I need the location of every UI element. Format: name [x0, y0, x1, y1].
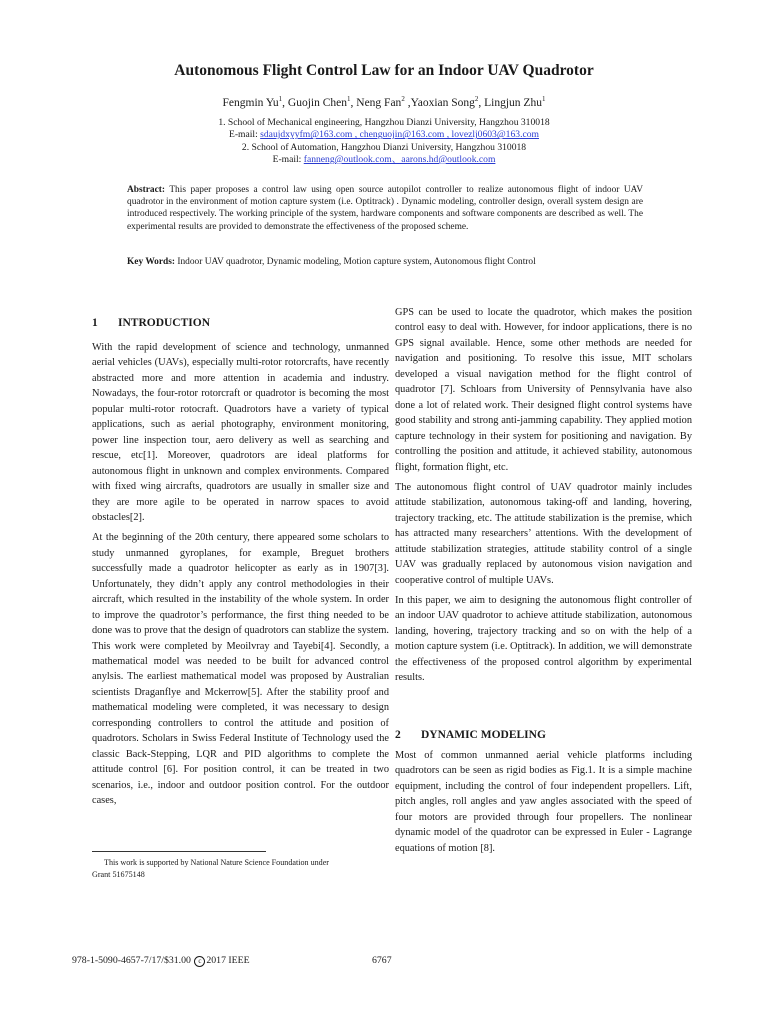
section-number: 1 [92, 317, 98, 329]
section-heading-dynamic-modeling [395, 729, 546, 741]
affiliation-2: 2. School of Automation, Hangzhou Dianzi University, Hangzhou 310018 [241, 141, 527, 153]
left-column [92, 340, 389, 813]
section-title: INTRODUCTION [118, 317, 211, 329]
abstract [127, 184, 643, 233]
author-list [0, 95, 768, 109]
right-column-bottom [395, 748, 692, 861]
author-affiliation-mark: 1 [541, 95, 546, 103]
footnote-line: This work is supported by National Nature Science Foundation under [104, 858, 330, 867]
section-title: DYNAMIC MODELING [421, 729, 546, 741]
body-paragraph: At the beginning of the 20th century, there appeared some scholars to study unmanned gyroplanes, for example, Breguet brothers successfully made a quadrotor helicopter as early as in 1907[3]. Unfortunately, they didn’t apply any control methodologies in their aircraft, which resulted in the instability of the whole system. In order to improve the quadrotor’s performance, the first thing needed to be done was to prove that the design of quadrotors can stablize the system. This work were completed by Meoilvray and Tayebi[4]. Secondly, a mathematical model was needed to be built for advanced control anylsis. The earliest mathematical model was proposed by Australian scientists Draganflye and Mckerrow[5]. After the stability proof and mathematical modeling were completed, it was necessary to design corresponding controllers to control the attitude and position of quadrotors. Scholars in Swiss Federal Institute of Technology used the classic Back-Stepping, LQR and PID algorithms to complete the attitude control [6]. For position control, it can be treated in two scenarios, i.e., indoor and outdoor position control. For the outdoor cases, [92, 532, 389, 807]
affiliation-block [0, 117, 768, 166]
email-links-1[interactable]: sdaujdxyyfm@163.com , chenguojin@163.com , lovezlj0603@163.com [260, 129, 539, 141]
author-name: Neng Fan [356, 96, 402, 109]
body-paragraph: GPS can be used to locate the quadrotor, which makes the position control easy to deal with. However, for indoor applications, there is no GPS signal available. Hence, some other methods are needed for navigation and positioning. To resolve this issue, MIT scholars developed a visual navigation method for the flight control of quadrotor [7]. Schloars from University of Pennsylvania have also done a lot of related work. Their designed flight control systems have good stability and strong anti-jamming capability. They applied motion capture technology in their system for positioning and navigation. By controlling the position and attitude, it achieved stability, autonomous flight, formation flight, etc. [395, 307, 692, 473]
footnote [92, 857, 389, 881]
keywords-label: Key Words: [127, 257, 176, 267]
section-number: 2 [395, 729, 401, 741]
body-paragraph: Most of common unmanned aerial vehicle platforms including quadrotors can be seen as rigid bodies as Fig.1. It is a simple machine equipment, including the control of four independent propellers. Lift, pitch angles, roll angles and yaw angles associated with the speed of four motors are provided through four propellers. The nonlinear dynamic model of the quadrotor can be expressed in Euler - Lagrange equations of motion [8]. [395, 750, 692, 854]
author-name: Fengmin Yu [222, 96, 279, 109]
paper-title: Autonomous Flight Control Law for an Indoor UAV Quadrotor [174, 62, 594, 79]
copyright-icon: c [194, 956, 205, 967]
keywords-text: Indoor UAV quadrotor, Dynamic modeling, Motion capture system, Autonomous flight Control [175, 257, 536, 267]
footer-isbn [72, 955, 250, 967]
affiliation-1: 1. School of Mechanical engineering, Hangzhou Dianzi University, Hangzhou 310018 [218, 117, 550, 128]
author-affiliation-mark: 1 [347, 95, 351, 103]
email-line-1 [0, 129, 768, 141]
author-affiliation-mark: 2 [401, 95, 405, 103]
copyright-year: 2017 IEEE [206, 955, 250, 966]
page-number: 6767 [372, 955, 392, 966]
abstract-text: This paper proposes a control law using open source autopilot controller to realize autonomous flight of indoor UAV quadrotor in the environment of motion capture system (i.e. Optitrack) . Dynamic modeling, controller design, overall system design are introduced respectively. The working principle of the system, hardware components and software components are described as well. The experimental results are provided to demonstrate the effectiveness of the proposed scheme. [127, 185, 643, 232]
email-label: E-mail: [228, 129, 261, 141]
author-name: Guojin Chen [287, 96, 348, 109]
body-paragraph: With the rapid development of science and technology, unmanned aerial vehicles (UAVs), especially multi-rotor rotorcrafts, have recently abstracted more and more attention in academia and industry. Nowadays, the four-rotor rotorcraft or quadrotor is becoming the most popular multi-rotor rotocraft. Quadrotors have a variety of typical applications, such as aerial photography, environment monitoring, power line inspection tour, aero delivery as well as searching and rescue, etc[1]. Moreover, quadrotors are ideal platforms for autonomous flight in unknown and complex environments. Compared with fixed wing aircrafts, quadrotors are usually in smaller size and they are more agile to be operated in narrow spaces to avoid obstacles[2]. [92, 342, 389, 523]
author-separator: , [404, 96, 411, 109]
section-heading-introduction [92, 317, 210, 329]
author-affiliation-mark: 1 [278, 95, 283, 103]
footnote-line: Grant 51675148 [92, 870, 145, 879]
abstract-label: Abstract: [127, 185, 166, 195]
email-label: E-mail: [272, 153, 304, 165]
author-separator: , [350, 96, 357, 109]
author-name: Yaoxian Song [410, 96, 475, 109]
keywords [127, 256, 643, 268]
right-column-top [395, 305, 692, 691]
author-separator: , [282, 96, 288, 109]
author-name: Lingjun Zhu [484, 96, 542, 109]
footnote-divider [92, 851, 266, 852]
email-links-2[interactable]: fanneng@outlook.com、aarons.hd@outlook.com [303, 153, 496, 165]
isbn-price: 978-1-5090-4657-7/17/$31.00 [72, 955, 194, 966]
email-line-2 [0, 154, 768, 166]
body-paragraph: The autonomous flight control of UAV quadrotor mainly includes attitude stabilization, autonomous taking-off and landing, hovering, trajectory tracking, etc. The attitude stabilization is the premise, which has attracted many researchers’ attentions. With the development of attitude stabilization strategies, attitude stability control of a single UAV was gradually replaced by autonomous vision navigation and cooperative control of multiple UAVs. [395, 481, 692, 586]
author-affiliation-mark: 2 [474, 95, 479, 103]
author-separator: , [478, 96, 485, 109]
body-paragraph: In this paper, we aim to designing the autonomous flight controller of an indoor UAV quadrotor to achieve attitude stabilization, autonomous landing, hovering, trajectory tracking and so on with the help of a motion capture system (i.e. Optitrack). In addition, we will demonstrate the effectiveness of the proposed control algorithm by experimental results. [395, 594, 692, 684]
